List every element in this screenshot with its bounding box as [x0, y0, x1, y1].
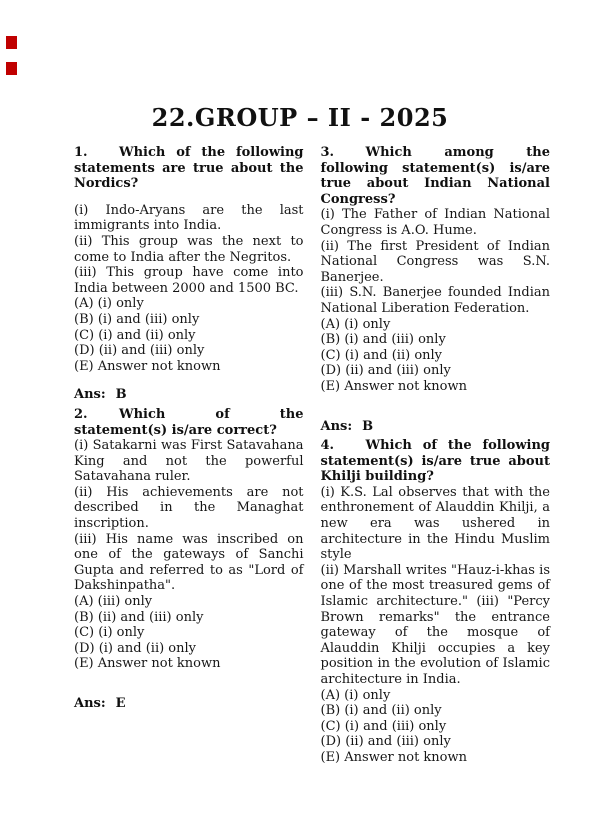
question-3-option-e: (E) Answer not known: [320, 378, 467, 394]
question-2-option-d: (D) (i) and (ii) only: [74, 640, 197, 656]
answer-label: Ans:: [74, 387, 106, 403]
question-2-option-a: (A) (iii) only: [74, 594, 153, 610]
answer-value: B: [115, 387, 127, 403]
question-4-heading: [321, 438, 551, 485]
question-3-heading: [321, 145, 551, 207]
question-3-option-d: (D) (ii) and (iii) only: [320, 363, 451, 379]
question-3-statement-iii: (iii) S.N. Banerjee founded Indian National Liberation Federation.: [320, 285, 550, 316]
question-3-statement-i: (i) The Father of Indian National Congress is A.O. Hume.: [320, 207, 550, 238]
question-1: [74, 145, 304, 403]
question-4-statement-ii-iii: (ii) Marshall writes "Hauz-i-khas is one of the most treasured gems of Islamic architecture." (iii) "Percy Brown remarks" the entrance gateway of the mosque of Alauddin Khilji occupies a key position in the evolution of Islamic architecture in India.: [320, 562, 550, 687]
question-4: [321, 438, 551, 765]
question-2: [74, 407, 304, 712]
question-4-option-c: (C) (i) and (iii) only: [320, 718, 447, 734]
page-title: 22.GROUP – II - 2025: [151, 103, 449, 132]
question-3-number: 3.: [320, 145, 335, 160]
question-1-option-d: (D) (ii) and (iii) only: [74, 343, 205, 359]
answer-label: Ans:: [74, 696, 106, 711]
question-3: [321, 145, 551, 434]
question-4-option-b: (B) (i) and (ii) only: [320, 703, 442, 719]
question-2-number: 2.: [74, 406, 88, 422]
question-4-heading-text: Which of the following statement(s) is/are true about Khilji building?: [320, 438, 550, 485]
answer-value: E: [115, 696, 126, 711]
right-column: [321, 145, 551, 766]
question-4-option-d: (D) (ii) and (iii) only: [320, 734, 451, 750]
question-3-heading-text: Which among the following statement(s) is/are true about Indian National Congress?: [320, 145, 550, 207]
question-3-answer-line: [321, 419, 551, 435]
left-column: [74, 145, 304, 766]
answer-label: Ans:: [320, 418, 353, 434]
question-1-option-c: (C) (i) and (ii) only: [74, 327, 196, 343]
question-1-number: 1.: [74, 145, 88, 160]
question-2-heading-text: Which of the statement(s) is/are correct?: [74, 406, 304, 438]
question-4-statement-i: (i) K.S. Lal observes that with the enthronement of Alauddin Khilji, a new era was ushered in architecture in the Hindu Muslim style: [320, 484, 550, 563]
question-2-answer-line: [74, 696, 304, 712]
question-2-heading: [74, 407, 304, 438]
question-1-option-a: (A) (i) only: [74, 296, 144, 312]
question-3-option-c: (C) (i) and (ii) only: [320, 347, 443, 363]
question-4-option-e: (E) Answer not known: [320, 749, 467, 765]
question-1-statement-iii: (iii) This group have come into India between 2000 and 1500 BC.: [74, 265, 304, 296]
question-1-option-e: (E) Answer not known: [74, 358, 221, 374]
question-3-statement-ii: (ii) The first President of Indian National Congress was S.N. Banerjee.: [320, 238, 550, 285]
question-2-statement-i: (i) Satakarni was First Satavahana King and not the powerful Satavahana ruler.: [74, 438, 304, 485]
question-3-option-a: (A) (i) only: [320, 316, 391, 332]
red-bookmark-marker: [6, 62, 17, 75]
answer-value: B: [362, 418, 374, 434]
question-2-option-e: (E) Answer not known: [74, 656, 221, 672]
question-1-statement-i: (i) Indo-Aryans are the last immigrants into India.: [74, 202, 304, 234]
question-2-option-c: (C) (i) only: [74, 625, 145, 641]
question-1-statement-ii: (ii) This group was the next to come to India after the Negritos.: [74, 233, 304, 265]
question-4-number: 4.: [320, 438, 335, 454]
question-2-statement-ii: (ii) His achievements are not described in the Managhat inscription.: [74, 484, 304, 532]
question-3-option-b: (B) (i) and (iii) only: [320, 332, 446, 348]
question-1-option-b: (B) (i) and (iii) only: [74, 311, 200, 327]
question-4-option-a: (A) (i) only: [320, 687, 391, 703]
red-bookmark-marker: [6, 36, 17, 49]
question-1-answer-line: [74, 387, 304, 403]
two-column-layout: [0, 132, 600, 766]
question-2-statement-iii: (iii) His name was inscribed on one of the gateways of Sanchi Gupta and referred to as "Lord of Dakshinpatha".: [74, 531, 304, 594]
question-1-heading-text: Which of the following statements are true about the Nordics?: [74, 145, 304, 192]
question-2-option-b: (B) (ii) and (iii) only: [74, 609, 204, 625]
question-1-heading: [74, 145, 304, 192]
